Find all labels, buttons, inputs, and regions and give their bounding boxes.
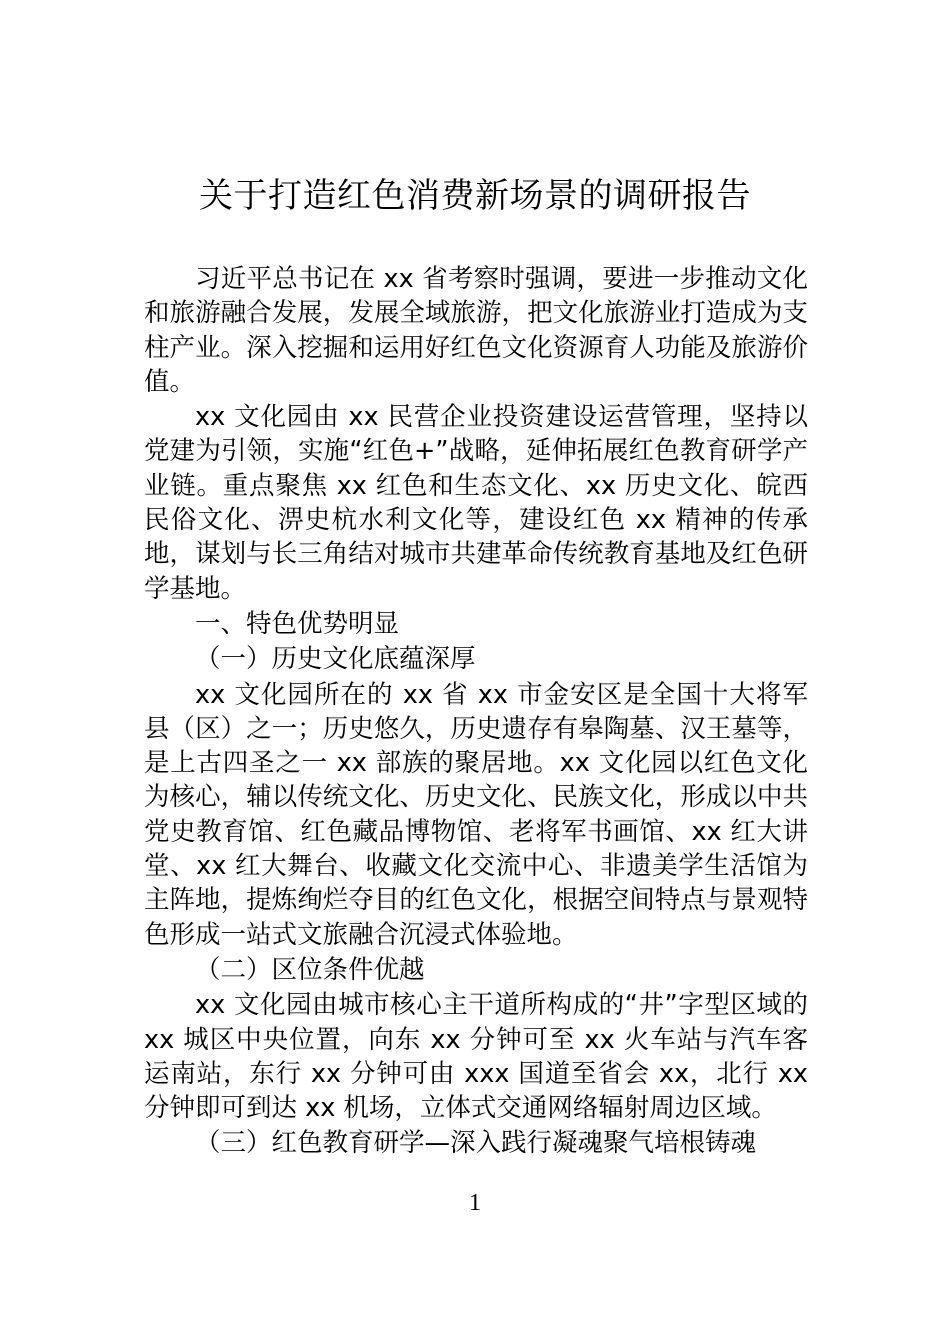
history-paragraph: xx 文化园所在的 xx 省 xx 市金安区是全国十大将军县（区）之一；历史悠久，历史遗存有皋陶墓、汉王墓等，是上古四圣之一 xx 部族的聚居地。xx 文化园以红色文化为核心，辅以传统文化、历史文化、民族文化，形成以中共党史教育馆、红色藏品博物馆、老将军书画馆、xx 红大讲堂、xx 红大舞台、收藏文化交流中心、非遗美学生活馆为主阵地，提炼绚烂夺目的红色文化，根据空间特点与景观特色形成一站式文旅融合沉浸式体验地。 [144,679,808,950]
page-number: 1 [469,1190,481,1216]
document-body [144,262,808,1161]
overview-paragraph: xx 文化园由 xx 民营企业投资建设运营管理，坚持以党建为引领，实施“红色+”战略，延伸拓展红色教育研学产业链。重点聚焦 xx 红色和生态文化、xx 历史文化、皖西民俗文化、淠史杭水利文化等，建设红色 xx 精神的传承地，谋划与长三角结对城市共建革命传统教育基地及红色研学基地。 [144,402,808,604]
intro-paragraph: 习近平总书记在 xx 省考察时强调，要进一步推动文化和旅游融合发展，发展全域旅游，把文化旅游业打造成为支柱产业。深入挖掘和运用好红色文化资源育人功能及旅游价值。 [144,264,808,397]
document-title: 关于打造红色消费新场景的调研报告 [199,176,751,216]
subsection-heading-history: （一）历史文化底蕴深厚 [195,644,476,675]
subsection-heading-location: （二）区位条件优越 [195,954,425,985]
subsection-heading-education: （三）红色教育研学—深入践行凝魂聚气培根铸魂 [195,1128,757,1159]
location-paragraph: xx 文化园由城市核心主干道所构成的“井”字型区域的 xx 城区中央位置，向东 xx 分钟可至 xx 火车站与汽车客运南站，东行 xx 分钟可由 xxx 国道至省会 xx，北行 xx 分钟即可到达 xx 机场，立体式交通网络辐射周边区域。 [144,990,808,1124]
section-heading: 一、特色优势明显 [195,608,400,639]
